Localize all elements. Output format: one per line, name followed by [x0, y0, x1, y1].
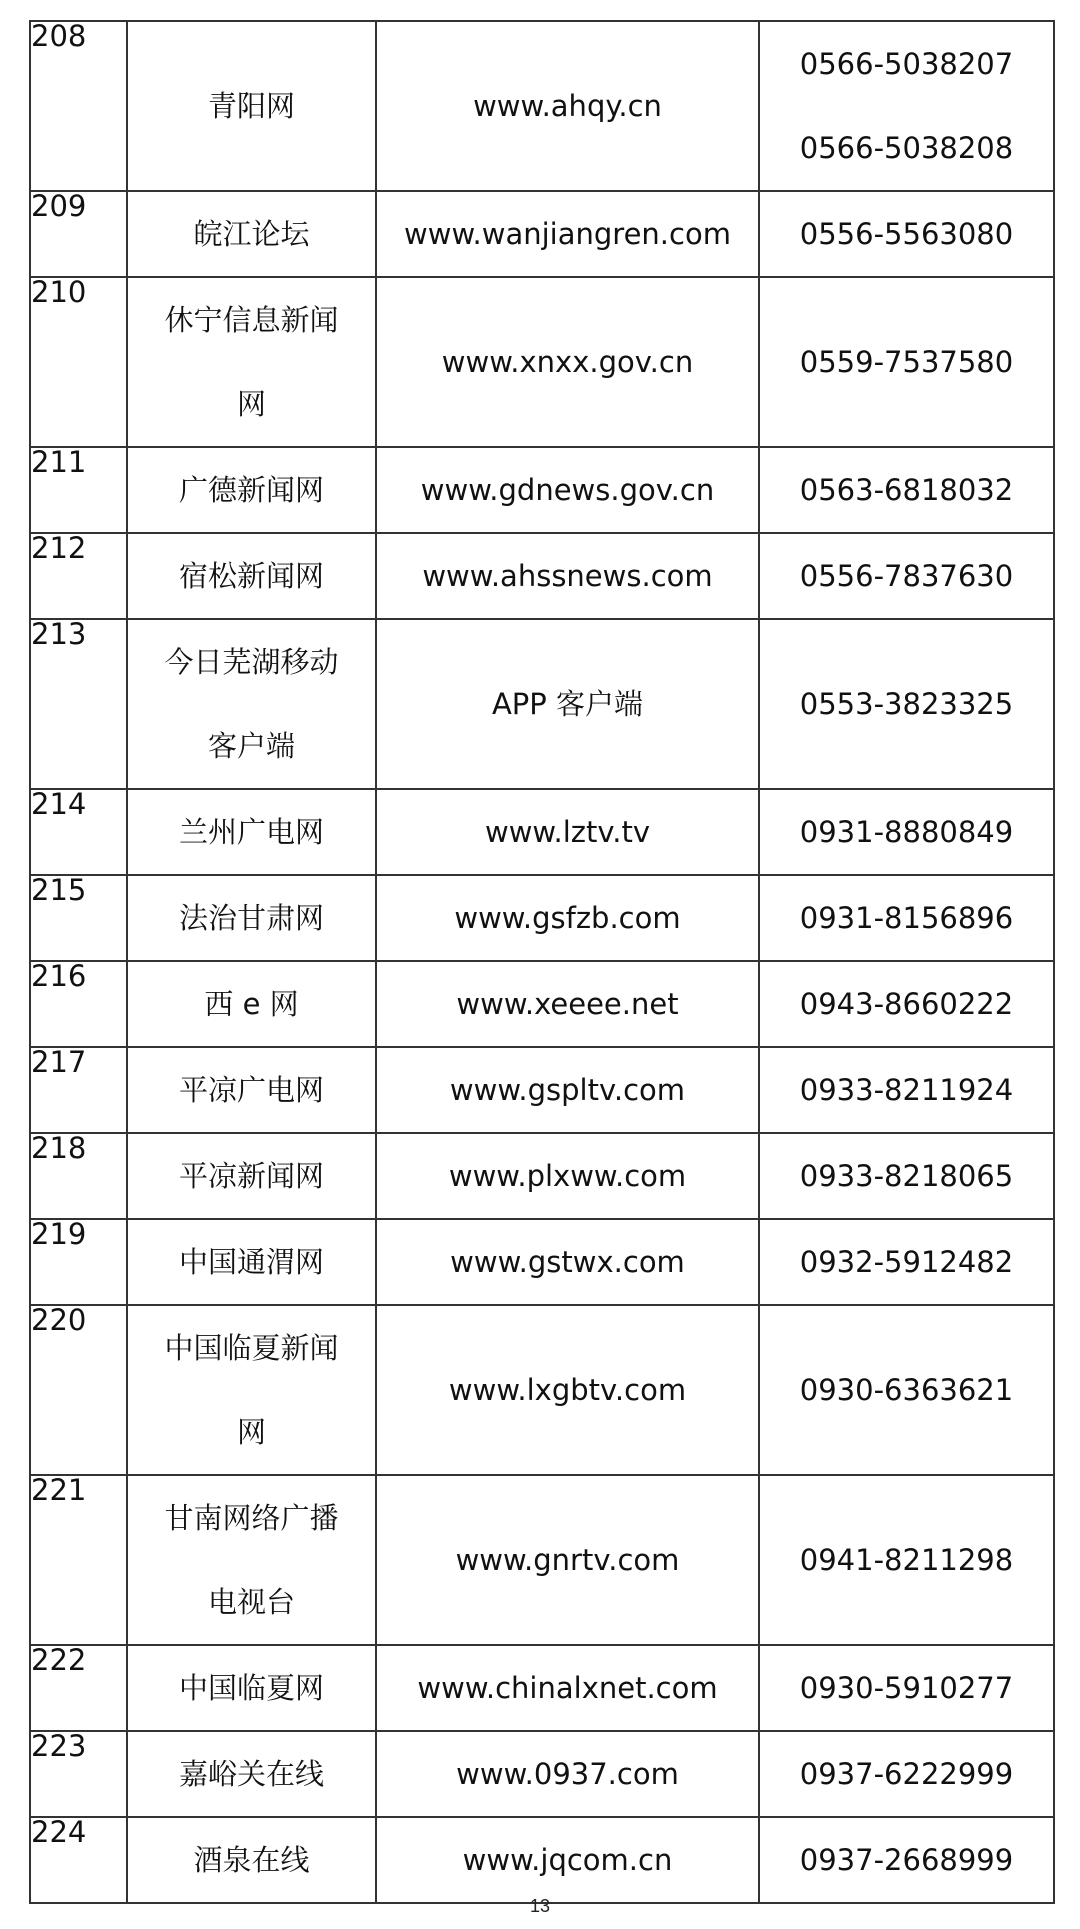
row-number: 217 — [30, 1047, 127, 1133]
site-url: www.plxww.com — [376, 1133, 759, 1219]
table-row — [30, 1047, 1054, 1133]
site-name — [127, 447, 376, 533]
table-row — [30, 191, 1054, 277]
phone-cell — [759, 1817, 1054, 1903]
site-name-text: 青阳网 — [207, 89, 295, 123]
site-name — [127, 1731, 376, 1817]
row-number: 211 — [30, 447, 127, 533]
website-contact-table — [29, 20, 1055, 1904]
phone-number: 0931-8156896 — [799, 901, 1014, 935]
row-number: 221 — [30, 1475, 127, 1645]
phone-number: 0931-8880849 — [799, 815, 1014, 849]
row-number: 222 — [30, 1645, 127, 1731]
phone-number: 0930-6363621 — [799, 1373, 1014, 1407]
site-url: www.gsfzb.com — [376, 875, 759, 961]
phone-number: 0937-2668999 — [799, 1843, 1014, 1877]
site-url: www.gdnews.gov.cn — [376, 447, 759, 533]
phone-number: 0566-5038208 — [799, 131, 1014, 165]
site-name — [127, 619, 376, 789]
phone-number: 0932-5912482 — [799, 1245, 1014, 1279]
phone-cell — [759, 1047, 1054, 1133]
phone-number: 0941-8211298 — [799, 1543, 1014, 1577]
site-name-text: 西 e 网 — [204, 987, 299, 1021]
table-row — [30, 277, 1054, 447]
phone-number: 0933-8218065 — [799, 1159, 1014, 1193]
row-number: 220 — [30, 1305, 127, 1475]
site-name-text: 宿松新闻网 — [178, 559, 324, 593]
table-row — [30, 789, 1054, 875]
site-name-text: 广德新闻网 — [178, 473, 324, 507]
table-row — [30, 1219, 1054, 1305]
phone-number: 0559-7537580 — [799, 345, 1014, 379]
site-name-text: 平凉广电网 — [178, 1073, 324, 1107]
row-number: 212 — [30, 533, 127, 619]
site-url: www.jqcom.cn — [376, 1817, 759, 1903]
phone-cell — [759, 533, 1054, 619]
table-row — [30, 619, 1054, 789]
row-number: 224 — [30, 1817, 127, 1903]
site-url: www.lztv.tv — [376, 789, 759, 875]
table-row — [30, 447, 1054, 533]
site-name-text: 嘉峪关在线 — [178, 1757, 324, 1791]
site-name — [127, 1817, 376, 1903]
site-name — [127, 1219, 376, 1305]
row-number: 219 — [30, 1219, 127, 1305]
table-body — [30, 21, 1054, 1903]
table-row — [30, 961, 1054, 1047]
row-number: 223 — [30, 1731, 127, 1817]
row-number: 214 — [30, 789, 127, 875]
table-row — [30, 1475, 1054, 1645]
phone-number: 0566-5038207 — [799, 47, 1014, 81]
site-url: www.gspltv.com — [376, 1047, 759, 1133]
site-url: www.lxgbtv.com — [376, 1305, 759, 1475]
site-url: www.chinalxnet.com — [376, 1645, 759, 1731]
site-name — [127, 961, 376, 1047]
phone-cell — [759, 1645, 1054, 1731]
table-row — [30, 875, 1054, 961]
table-row — [30, 533, 1054, 619]
site-url: www.ahssnews.com — [376, 533, 759, 619]
table-row — [30, 1645, 1054, 1731]
site-url: www.xnxx.gov.cn — [376, 277, 759, 447]
site-name — [127, 191, 376, 277]
phone-cell — [759, 1133, 1054, 1219]
phone-cell — [759, 21, 1054, 191]
site-name — [127, 21, 376, 191]
site-name — [127, 1047, 376, 1133]
row-number: 215 — [30, 875, 127, 961]
site-name-text: 兰州广电网 — [178, 815, 324, 849]
phone-cell — [759, 447, 1054, 533]
phone-cell — [759, 1219, 1054, 1305]
site-url: www.xeeee.net — [376, 961, 759, 1047]
site-name-text: 皖江论坛 — [193, 217, 310, 251]
row-number: 213 — [30, 619, 127, 789]
phone-cell — [759, 1305, 1054, 1475]
phone-cell — [759, 789, 1054, 875]
table-row — [30, 1305, 1054, 1475]
site-name-text: 中国临夏新闻网 — [164, 1331, 339, 1449]
site-name-text: 酒泉在线 — [193, 1843, 310, 1877]
row-number: 208 — [30, 21, 127, 191]
phone-cell — [759, 875, 1054, 961]
table-row — [30, 1731, 1054, 1817]
phone-cell — [759, 1731, 1054, 1817]
row-number: 216 — [30, 961, 127, 1047]
table-row — [30, 1817, 1054, 1903]
table-row — [30, 21, 1054, 191]
site-url: APP 客户端 — [376, 619, 759, 789]
site-name — [127, 875, 376, 961]
row-number: 210 — [30, 277, 127, 447]
site-name — [127, 533, 376, 619]
phone-number: 0933-8211924 — [799, 1073, 1014, 1107]
row-number: 218 — [30, 1133, 127, 1219]
site-name — [127, 1475, 376, 1645]
site-name — [127, 1305, 376, 1475]
site-name-text: 平凉新闻网 — [178, 1159, 324, 1193]
site-name-text: 中国临夏网 — [178, 1671, 324, 1705]
phone-cell — [759, 1475, 1054, 1645]
site-url: www.ahqy.cn — [376, 21, 759, 191]
site-url: www.gstwx.com — [376, 1219, 759, 1305]
site-name-text: 甘南网络广播电视台 — [164, 1501, 339, 1619]
site-name — [127, 789, 376, 875]
site-name — [127, 277, 376, 447]
phone-number: 0563-6818032 — [799, 473, 1014, 507]
site-name — [127, 1133, 376, 1219]
phone-number: 0943-8660222 — [799, 987, 1014, 1021]
phone-number: 0937-6222999 — [799, 1757, 1014, 1791]
phone-cell — [759, 191, 1054, 277]
phone-cell — [759, 277, 1054, 447]
site-name-text: 今日芜湖移动客户端 — [164, 645, 339, 763]
phone-number: 0930-5910277 — [799, 1671, 1014, 1705]
phone-number: 0556-5563080 — [799, 217, 1014, 251]
site-url: www.gnrtv.com — [376, 1475, 759, 1645]
page-number: 13 — [529, 1896, 551, 1916]
row-number: 209 — [30, 191, 127, 277]
site-name — [127, 1645, 376, 1731]
site-name-text: 法治甘肃网 — [178, 901, 324, 935]
phone-cell — [759, 961, 1054, 1047]
site-name-text: 休宁信息新闻网 — [164, 303, 339, 421]
phone-cell — [759, 619, 1054, 789]
phone-number: 0556-7837630 — [799, 559, 1014, 593]
site-name-text: 中国通渭网 — [178, 1245, 324, 1279]
table-row — [30, 1133, 1054, 1219]
site-url: www.0937.com — [376, 1731, 759, 1817]
site-url: www.wanjiangren.com — [376, 191, 759, 277]
phone-number: 0553-3823325 — [799, 687, 1014, 721]
